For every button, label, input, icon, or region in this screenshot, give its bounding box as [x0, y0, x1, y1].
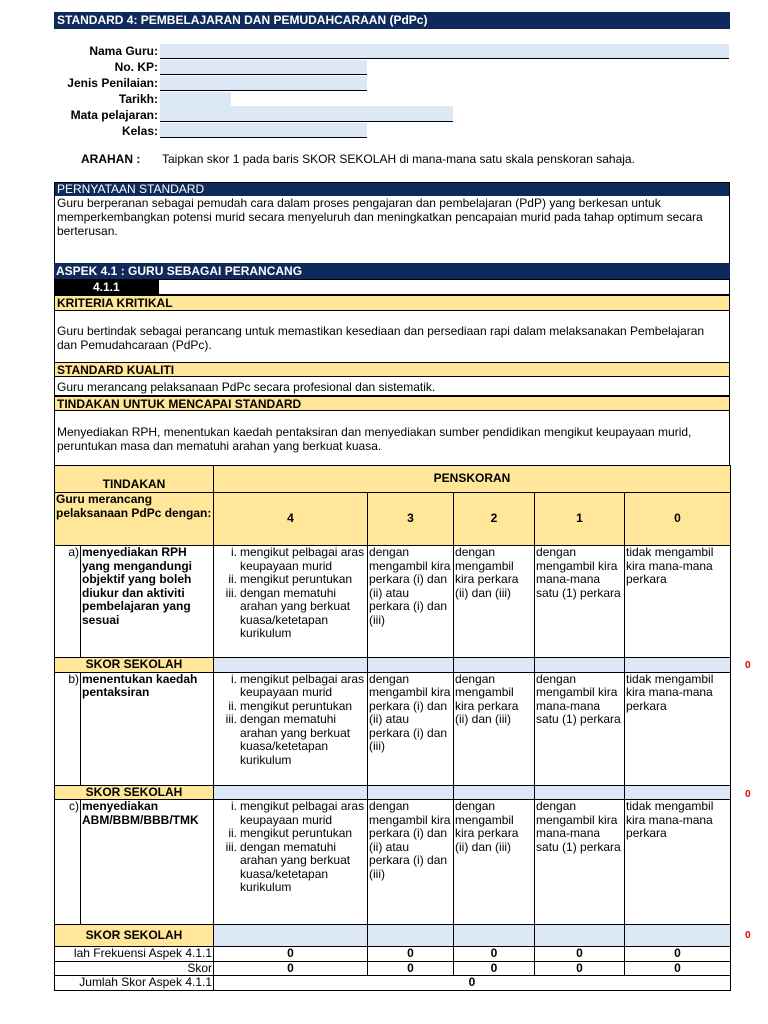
aspek-code: 4.1.1 — [55, 280, 159, 294]
mata-pelajaran-label: Mata pelajaran: — [70, 108, 158, 122]
skor-input-4[interactable] — [214, 658, 368, 673]
crit-text: mengikut pelbagai aras keupayaan murid — [240, 671, 365, 699]
crit-num: ii. — [228, 826, 238, 840]
crit-4-cell — [214, 672, 368, 785]
crit-4-cell — [214, 546, 368, 658]
pernyataan-heading: PERNYATAAN STANDARD — [55, 183, 729, 196]
frekuensi-value: 0 — [535, 947, 625, 962]
jumlah-skor-row — [55, 976, 731, 991]
skor-input-3[interactable] — [368, 658, 454, 673]
table-row — [55, 800, 731, 925]
penskoran-col-header: PENSKORAN — [214, 466, 731, 493]
table-row — [55, 546, 731, 658]
mata-pelajaran-field[interactable] — [160, 106, 453, 122]
crit-text: dengan mematuhi arahan yang berkuat kuasa/ketetapan kurikulum — [240, 585, 351, 640]
item-title: menentukan kaedah pentaksiran — [81, 672, 214, 785]
skor-sekolah-label: SKOR SEKOLAH — [55, 658, 214, 673]
pernyataan-text: Guru berperanan sebagai pemudah cara dalam proses pengajaran dan pembelajaran (PdP) yang berkesan untuk memperkembangkan potensi murid secara menyeluruh dan meningkatkan pencapaian murid pada tahap optimum secara berterusan. — [57, 196, 703, 238]
score-header-0: 0 — [625, 493, 731, 546]
arahan-text: Taipkan skor 1 pada baris SKOR SEKOLAH di mana-mana satu skala penskoran sahaja. — [162, 152, 635, 166]
skor-value: 0 — [454, 961, 535, 976]
skor-input-0[interactable] — [625, 658, 731, 673]
item-title: menyediakan RPH yang mengandungi objektif yang boleh diukur dan aktiviti pembelajaran yang sesuai — [81, 546, 214, 658]
page-title: STANDARD 4: PEMBELAJARAN DAN PEMUDAHCARAAN (PdPc) — [57, 13, 428, 27]
nama-guru-label: Nama Guru: — [89, 44, 158, 58]
kualiti-heading: STANDARD KUALITI — [55, 363, 729, 377]
item-letter: c) — [55, 800, 81, 925]
page-title-bar — [54, 12, 730, 29]
jenis-penilaian-label: Jenis Penilaian: — [67, 76, 158, 90]
crit-num: i. — [231, 671, 238, 686]
skor-input-4[interactable] — [214, 785, 368, 800]
skor-input-2[interactable] — [454, 785, 535, 800]
crit-1-cell: dengan mengambil kira mana-mana satu (1) perkara — [535, 546, 625, 658]
crit-num: iii. — [225, 585, 238, 600]
crit-1-cell: dengan mengambil kira mana-mana satu (1) perkara — [535, 672, 625, 785]
crit-2-cell: dengan mengambil kira perkara (ii) dan (iii) — [454, 546, 535, 658]
crit-4-cell — [214, 800, 368, 925]
skor-input-2[interactable] — [454, 658, 535, 673]
kualiti-text: Guru merancang pelaksanaan PdPc secara profesional dan sistematik. — [57, 380, 436, 394]
score-header-1: 1 — [535, 493, 625, 546]
kelas-label: Kelas: — [121, 124, 158, 138]
skor-input-1[interactable] — [535, 785, 625, 800]
tindakan-col-header: TINDAKAN — [55, 466, 214, 493]
crit-num: iii. — [225, 712, 238, 726]
skor-input-0[interactable] — [625, 925, 731, 947]
skor-side-value: 0 — [745, 660, 751, 671]
item-title: menyediakan ABM/BBM/BBB/TMK — [81, 800, 214, 925]
skor-value: 0 — [535, 961, 625, 976]
arahan-label: ARAHAN : — [81, 152, 141, 166]
skor-input-4[interactable] — [214, 925, 368, 947]
skor-value: 0 — [368, 961, 454, 976]
skor-value: 0 — [625, 961, 731, 976]
crit-num: iii. — [225, 839, 238, 854]
skor-value: 0 — [214, 961, 368, 976]
crit-num: ii. — [228, 572, 238, 586]
kelas-field[interactable] — [160, 123, 367, 138]
crit-3-cell: dengan mengambil kira perkara (i) dan (ii) atau perkara (i) dan (iii) — [368, 800, 454, 925]
tarikh-label: Tarikh: — [118, 92, 158, 106]
crit-text: dengan mematuhi arahan yang berkuat kuasa/ketetapan kurikulum — [240, 712, 351, 767]
crit-0-cell: tidak mengambil kira mana-mana perkara — [625, 546, 731, 658]
skor-input-1[interactable] — [535, 658, 625, 673]
kriteria-text: Guru bertindak sebagai perancang untuk memastikan kesediaan dan persediaan rapi dalam melaksanakan Pembelajaran dan Pemudahcaraan (PdPc). — [57, 324, 705, 352]
crit-num: i. — [231, 545, 238, 559]
tindakan-intro: Guru merancang pelaksanaan PdPc dengan: — [55, 493, 214, 546]
table-row — [55, 672, 731, 785]
jumlah-skor-value: 0 — [214, 976, 731, 991]
tindakan-std-text: Menyediakan RPH, menentukan kaedah pentaksiran dan menyediakan sumber pendidikan mengikut keupayaan murid, peruntukan masa dan mematuhi arahan yang berkuat kuasa. — [57, 425, 692, 453]
skor-sekolah-row — [55, 658, 731, 673]
jumlah-frekuensi-label: lah Frekuensi Aspek 4.1.1 — [55, 947, 214, 962]
crit-text: dengan mematuhi arahan yang berkuat kuasa/ketetapan kurikulum — [240, 839, 351, 894]
jenis-penilaian-field[interactable] — [160, 76, 367, 91]
crit-text: mengikut peruntukan — [240, 572, 353, 586]
skor-input-3[interactable] — [368, 785, 454, 800]
scoring-table — [54, 465, 731, 991]
crit-text: mengikut peruntukan — [240, 698, 353, 713]
crit-3-cell: dengan mengambil kira perkara (i) dan (ii) atau perkara (i) dan (iii) — [368, 546, 454, 658]
item-letter: a) — [55, 546, 81, 658]
crit-0-cell: tidak mengambil kira mana-mana perkara — [625, 800, 731, 925]
score-header-2: 2 — [454, 493, 535, 546]
skor-input-3[interactable] — [368, 925, 454, 947]
crit-text: mengikut pelbagai aras keupayaan murid — [240, 799, 365, 827]
skor-input-1[interactable] — [535, 925, 625, 947]
skor-sekolah-label: SKOR SEKOLAH — [55, 785, 214, 800]
skor-row — [55, 961, 731, 976]
crit-text: mengikut peruntukan — [240, 826, 353, 840]
skor-sekolah-row — [55, 785, 731, 800]
skor-side-value: 0 — [745, 930, 751, 941]
score-header-4: 4 — [214, 493, 368, 546]
skor-label: Skor — [55, 961, 214, 976]
skor-sekolah-row — [55, 925, 731, 947]
kriteria-heading: KRITERIA KRITIKAL — [55, 296, 729, 311]
frekuensi-value: 0 — [454, 947, 535, 962]
frekuensi-value: 0 — [368, 947, 454, 962]
no-kp-label: No. KP: — [114, 60, 158, 74]
score-header-3: 3 — [368, 493, 454, 546]
no-kp-field[interactable] — [160, 60, 367, 75]
crit-1-cell: dengan mengambil kira mana-mana satu (1) perkara — [535, 800, 625, 925]
crit-text: mengikut pelbagai aras keupayaan murid — [240, 545, 365, 573]
skor-side-value: 0 — [745, 789, 751, 800]
nama-guru-field[interactable] — [160, 44, 729, 59]
jumlah-frekuensi-row — [55, 947, 731, 962]
tarikh-field[interactable] — [160, 92, 231, 107]
skor-input-2[interactable] — [454, 925, 535, 947]
aspek-heading: ASPEK 4.1 : GURU SEBAGAI PERANCANG — [54, 263, 730, 279]
crit-0-cell: tidak mengambil kira mana-mana perkara — [625, 672, 731, 785]
crit-num: ii. — [228, 698, 238, 713]
tindakan-std-heading: TINDAKAN UNTUK MENCAPAI STANDARD — [55, 397, 729, 411]
crit-2-cell: dengan mengambil kira perkara (ii) dan (iii) — [454, 800, 535, 925]
crit-2-cell: dengan mengambil kira perkara (ii) dan (iii) — [454, 672, 535, 785]
jumlah-skor-label: Jumlah Skor Aspek 4.1.1 — [55, 976, 214, 991]
item-letter: b) — [55, 672, 81, 785]
skor-sekolah-label: SKOR SEKOLAH — [55, 925, 214, 947]
skor-input-0[interactable] — [625, 785, 731, 800]
frekuensi-value: 0 — [214, 947, 368, 962]
frekuensi-value: 0 — [625, 947, 731, 962]
crit-num: i. — [231, 799, 238, 813]
crit-3-cell: dengan mengambil kira perkara (i) dan (ii) atau perkara (i) dan (iii) — [368, 672, 454, 785]
